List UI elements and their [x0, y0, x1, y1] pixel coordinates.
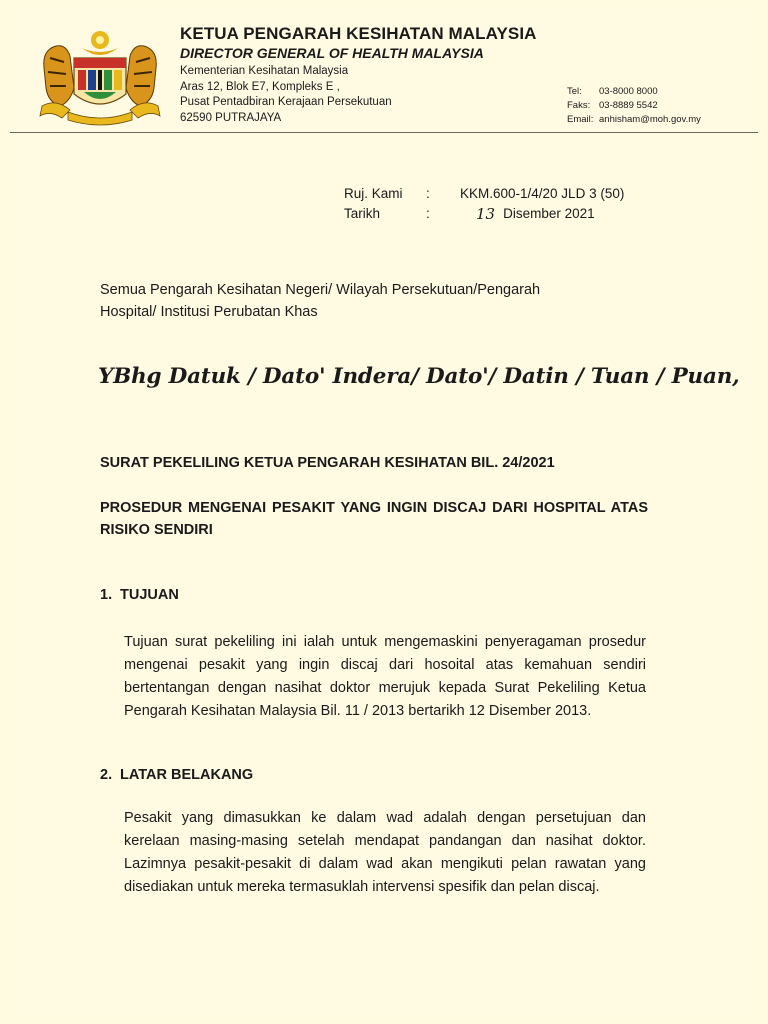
- section-heading-latar-belakang: [100, 767, 253, 783]
- date-rest: Disember 2021: [503, 206, 595, 221]
- address-line: Aras 12, Blok E7, Kompleks E ,: [180, 80, 340, 93]
- fax-label: Faks:: [567, 100, 591, 111]
- date-colon: :: [426, 206, 430, 221]
- header-title: KETUA PENGARAH KESIHATAN MALAYSIA: [180, 24, 537, 43]
- header-divider: [10, 132, 758, 133]
- header-subtitle: DIRECTOR GENERAL OF HEALTH MALAYSIA: [180, 45, 484, 61]
- fax-value: 03-8889 5542: [599, 100, 658, 111]
- header-contact: [567, 85, 701, 127]
- address-line: 62590 PUTRAJAYA: [180, 111, 282, 124]
- section-number: 2.: [100, 767, 113, 783]
- tel-label: Tel:: [567, 86, 582, 97]
- section-heading-tujuan: [100, 587, 179, 603]
- recipient-line: Semua Pengarah Kesihatan Negeri/ Wilayah Persekutuan/Pengarah: [100, 282, 541, 298]
- recipient-line: Hospital/ Institusi Perubatan Khas: [100, 304, 318, 320]
- address-line: Pusat Pentadbiran Kerajaan Persekutuan: [180, 96, 392, 108]
- tel-value: 03-8000 8000: [599, 86, 658, 97]
- email-label: Email:: [567, 114, 594, 125]
- reference-block: [344, 184, 624, 224]
- address-line: Kementerian Kesihatan Malaysia: [180, 65, 349, 77]
- date-label: Tarikh: [344, 206, 381, 221]
- section-number: 1.: [100, 587, 113, 603]
- section-title: TUJUAN: [120, 587, 179, 603]
- email-value: anhisham@moh.gov.my: [599, 114, 701, 125]
- circular-title: SURAT PEKELILING KETUA PENGARAH KESIHATAN BIL. 24/2021: [100, 455, 555, 471]
- section-paragraph-tujuan: Tujuan surat pekeliling ini ialah untuk mengemaskini penyeragaman prosedur mengenai pesakit yang ingin discaj dari hosoital atas kemahuan sendiri bertentangan dengan nasihat doktor merujuk kepada Surat Pekeliling Ketua Pengarah Kesihatan Malaysia Bil. 11 / 2013 bertarikh 12 Disember 2013.: [124, 634, 646, 719]
- salutation: YBhg Datuk / Dato' Indera/ Dato'/ Datin / Tuan / Puan,: [98, 364, 740, 389]
- ref-value: KKM.600-1/4/20 JLD 3 (50): [460, 186, 625, 201]
- section-title: LATAR BELAKANG: [120, 767, 254, 783]
- recipient-block: [100, 279, 660, 323]
- header-address: [180, 64, 392, 126]
- letter-subject: PROSEDUR MENGENAI PESAKIT YANG INGIN DISCAJ DARI HOSPITAL ATAS RISIKO SENDIRI: [100, 500, 648, 538]
- section-paragraph-latar-belakang: Pesakit yang dimasukkan ke dalam wad adalah dengan persetujuan dan kerelaan masing-masing setelah mendapat pandangan dan nasihat doktor. Lazimnya pesakit-pesakit di dalam wad akan mengikuti pelan rawatan yang disediakan untuk mereka termasuklah intervensi spesifik dan pelan discaj.: [124, 810, 646, 895]
- national-crest-icon: [36, 28, 164, 126]
- ref-colon: :: [426, 186, 430, 201]
- ref-label: Ruj. Kami: [344, 186, 403, 201]
- date-day-handwritten: 13: [476, 205, 496, 223]
